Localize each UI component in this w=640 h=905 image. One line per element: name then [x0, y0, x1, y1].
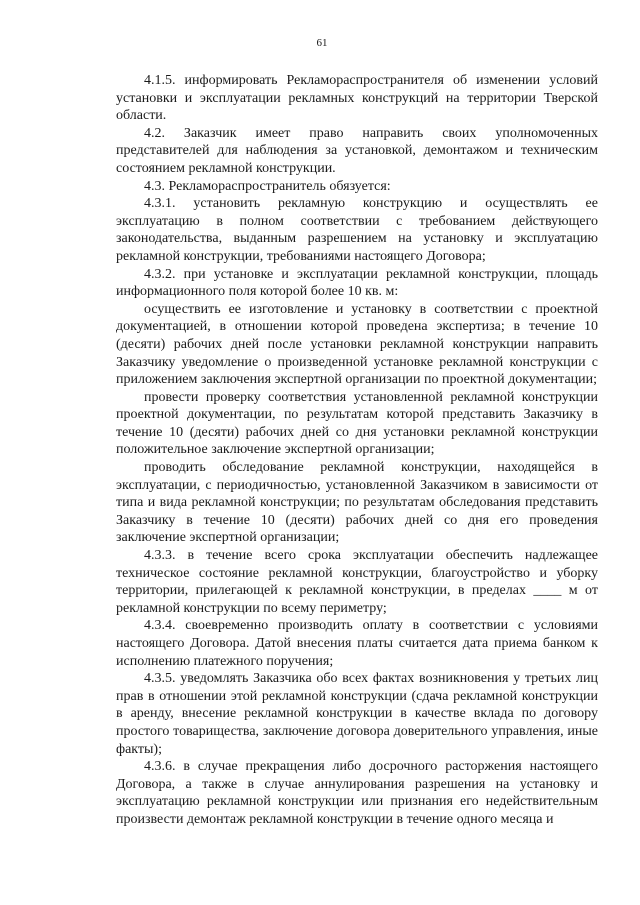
- clause-4-3-2: 4.3.2. при установке и эксплуатации рекламной конструкции, площадь информационного поля которой более 10 кв. м:: [116, 266, 598, 300]
- clause-4-3-6: 4.3.6. в случае прекращения либо досрочного расторжения настоящего Договора, а также в случае аннулирования разрешения на установку и эксплуатацию рекламной конструкции или признания его недействительным произвести демонтаж рекламной конструкции в течение одного месяца и: [116, 759, 598, 827]
- clause-4-3-4: 4.3.4. своевременно производить оплату в соответствии с условиями настоящего Договора. Датой внесения платы считается дата приема банком к исполнению платежного поручения;: [116, 618, 598, 669]
- clause-4-3: 4.3. Рекламораспространитель обязуется:: [144, 178, 391, 194]
- clause-4-2: 4.2. Заказчик имеет право направить своих уполномоченных представителей для наблюдения за установкой, демонтажом и техническим состоянием рекламной конструкции.: [116, 125, 598, 176]
- clause-4-3-2-item-3: проводить обследование рекламной конструкции, находящейся в эксплуатации, с периодичностью, установленной Заказчиком в зависимости от типа и вида рекламной конструкции; по результатам обследования представить Заказчику в течение 10 (десяти) рабочих дней со дня его проведения заключение экспертной организации;: [116, 460, 598, 546]
- clause-4-3-1: 4.3.1. установить рекламную конструкцию и осуществлять ее эксплуатацию в полном соответствии с требованием действующего законодательства, выданным разрешением на установку и эксплуатацию рекламной конструкции, требованиями настоящего Договора;: [116, 196, 598, 264]
- page-number: 61: [316, 37, 328, 49]
- clause-4-3-2-item-1: осуществить ее изготовление и установку в соответствии с проектной документацией, в отношении которой проведена экспертиза; в течение 10 (десяти) рабочих дней после установки рекламной конструкции направить Заказчику уведомление о произведенной установке рекламной конструкции с приложением заключения экспертной организации по проектной документации;: [116, 301, 598, 388]
- clause-4-3-5: 4.3.5. уведомлять Заказчика обо всех фактах возникновения у третьих лиц прав в отношении этой рекламной конструкции (сдача рекламной конструкции в аренду, внесение рекламной конструкции в качестве вклада по договору простого товарищества, заключение договора доверительного управления, иные факты);: [116, 671, 598, 757]
- clause-4-1-5: 4.1.5. информировать Рекламораспространителя об изменении условий установки и эксплуатации рекламных конструкций на территории Тверской области.: [116, 73, 598, 124]
- clause-4-3-3: 4.3.3. в течение всего срока эксплуатации обеспечить надлежащее техническое состояние рекламной конструкции, благоустройство и уборку территории, прилегающей к рекламной конструкции, в пределах ____ м от рекламной конструкции по всему периметру;: [116, 548, 598, 616]
- clause-4-3-2-item-2: провести проверку соответствия установленной рекламной конструкции проектной документации, по результатам которой представить Заказчику в течение 10 (десяти) рабочих дней со дня установки рекламной конструкции положительное заключение экспертной организации;: [116, 389, 598, 458]
